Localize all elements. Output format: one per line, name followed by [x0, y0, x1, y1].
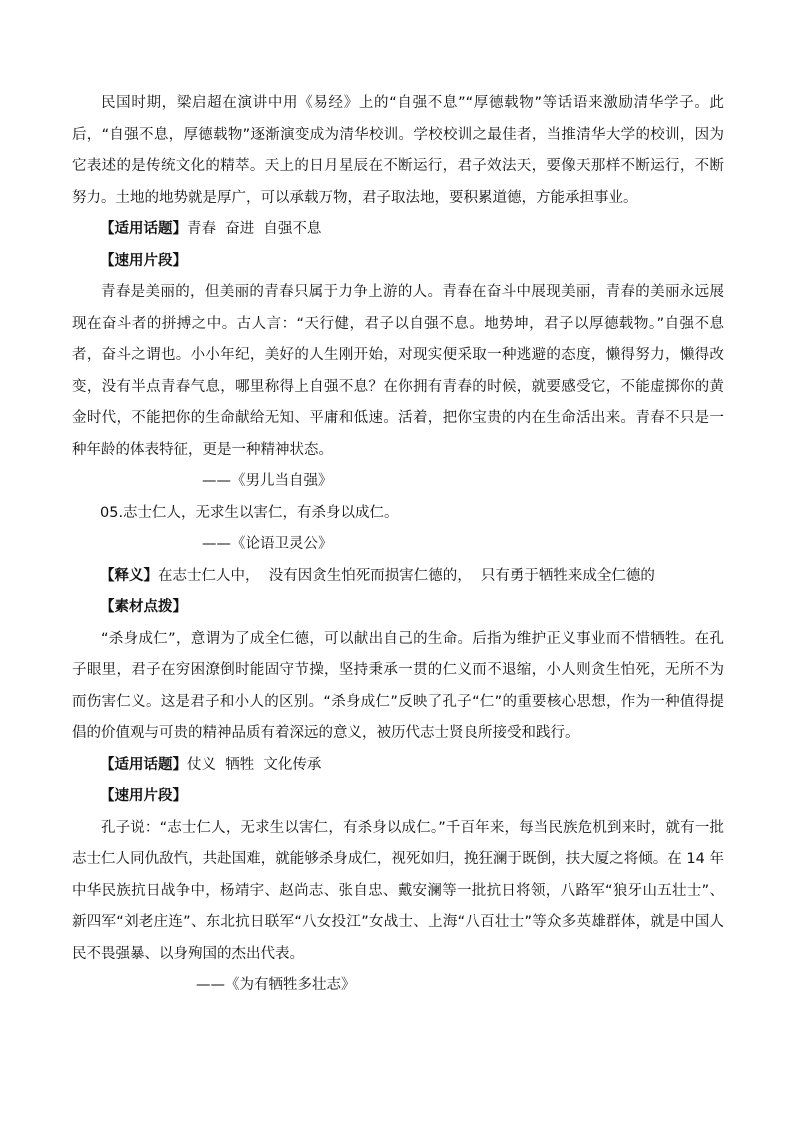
intro-paragraph: 民国时期，梁启超在演讲中用《易经》上的“自强不息”“厚德载物”等话语来激励清华学子。此后，“自强不息，厚德载物”逐渐演变成为清华校训。学校校训之最佳者，当推清华大学的校训，因为它表述的是传统文化的精萃。天上的日月星辰在不断运行，君子效法天，要像天那样不断运行，不断努力。土地的地势就是厚广，可以承载万物，君子取法地，要积累道德，方能承担事业。: [72, 95, 724, 206]
topics-line-2: [72, 750, 724, 782]
snippet-paragraph-1: 青春是美丽的，但美丽的青春只属于力争上游的人。青春在奋斗中展现美丽，青春的美丽永远展现在奋斗者的拼搏之中。古人言：“天行健，君子以自强不息。地势坤，君子以厚德载物。”自强不息者，奋斗之谓也。小小年纪，美好的人生刚开始，对现实便采取一种逃避的态度，懒得努力，懒得改变，没有半点青春气息，哪里称得上自强不息？在你拥有青春的时候，就要感受它，不能虚掷你的黄金时代，不能把你的生命献给无知、平庸和低速。活着，把你宝贵的内在生命活出来。青春不只是一种年龄的体表特征，更是一种精神状态。: [72, 284, 724, 458]
material-heading: [72, 592, 724, 624]
meaning-label: 【释义】: [100, 567, 158, 584]
snippet-paragraph-2: 孔子说：“志士仁人，无求生以害仁，有杀身以成仁。”千百年来，每当民族危机到来时，就有一批志士仁人同仇敌忾，共赴国难，就能够杀身成仁，视死如归，挽狂澜于既倒，扶大厦之将倾。在 14 年中华民族抗日战争中，杨靖宇、赵尚志、张自忠、戴安澜等一批抗日将领，八路军“狼牙山五壮士”、新四军“刘老庄连”、东北抗日联军“八女投江”女战士、上海“八百壮士”等众多英雄群体，就是中国人民不畏强暴、以身殉国的杰出代表。: [72, 819, 724, 962]
snippet-source-2: ——《为有牺牲多壮志》: [196, 977, 356, 993]
snippet-label: 【速用片段】: [100, 252, 187, 269]
snippet-label-2: 【速用片段】: [100, 788, 187, 804]
meaning-line: [72, 561, 724, 593]
quote-05-source: ——《论语卫灵公》: [202, 536, 333, 552]
quote-05: 05.志士仁人，无求生以害仁，有杀身以成仁。: [100, 504, 399, 521]
snippet-heading-1: [72, 246, 724, 278]
material-paragraph: “杀身成仁”，意谓为了成全仁德，可以献出自己的生命。后指为维护正义事业而不惜牺牲。在孔子眼里，君子在穷困潦倒时能固守节操，坚持秉承一贯的仁义而不退缩，小人则贪生怕死，无所不为而伤害仁义。这是君子和小人的区别。“杀身成仁”反映了孔子“仁”的重要核心思想，作为一种值得提倡的价值观与可贵的精神品质有着深远的意义，被历代志士贤良所接受和践行。: [72, 630, 724, 741]
material-label: 【素材点拨】: [100, 599, 187, 615]
topics-label: 【适用话题】: [100, 221, 187, 237]
snippet-heading-2: [72, 781, 724, 813]
document-page: [72, 88, 724, 1002]
snippet-source-1: ——《男儿当自强》: [202, 473, 333, 489]
topics-value-2: 仗义 牺牲 文化传承: [187, 756, 322, 773]
topics-line-1: [72, 214, 724, 246]
meaning-text: 在志士仁人中， 没有因贪生怕死而损害仁德的， 只有勇于牺牲来成全仁德的: [158, 567, 655, 584]
topics-label-2: 【适用话题】: [100, 756, 187, 773]
topics-value: 青春 奋进 自强不息: [187, 221, 322, 237]
